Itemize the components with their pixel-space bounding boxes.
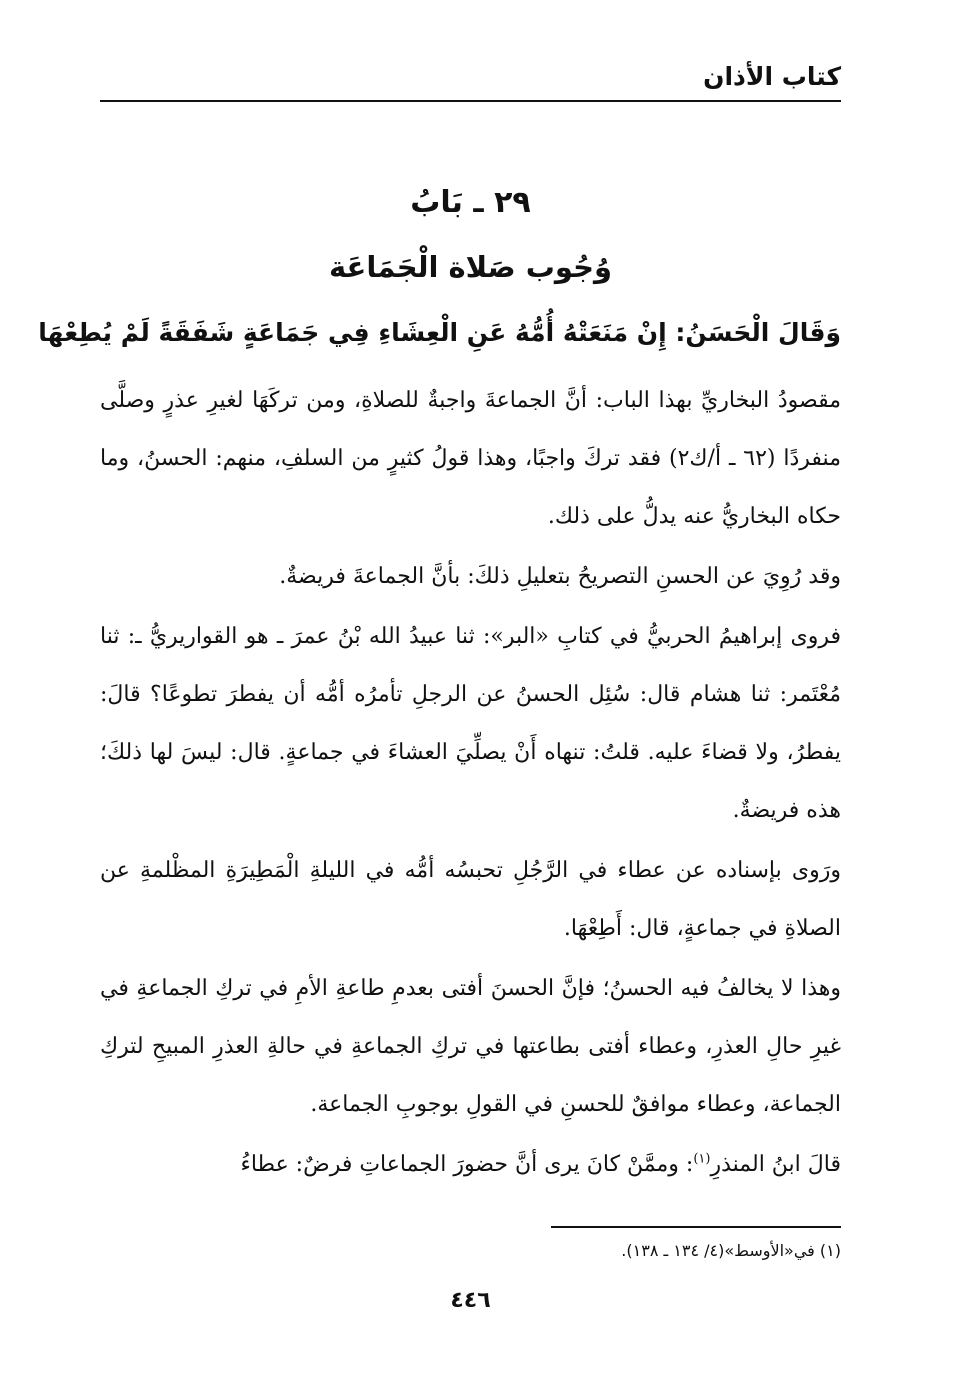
paragraph-3: فروى إبراهيمُ الحربيُّ في كتابِ «البر»: ثنا عبيدُ الله بْنُ عمرَ ـ هو القواريريُّ ـ: ثنا مُعْتَمر: ثنا هشام قال: سُئِل الحسنُ عن الرجلِ تأمرُه أمُّه أن يفطرَ تطوعًا؟ قالَ: يفطرُ، ولا قضاءَ عليه. قلتُ: تنهاه أَنْ يصلِّيَ العشاءَ في جماعةٍ. قال: ليسَ لها ذلكَ؛ هذه فريضةٌ. — [100, 624, 841, 823]
paragraph-2: وقد رُوِيَ عن الحسنِ التصريحُ بتعليلِ ذلكَ: بأنَّ الجماعةَ فريضةٌ. — [279, 564, 841, 589]
running-head-title: كتاب الأذان — [703, 62, 841, 91]
footnote: (١) في«الأوسط»(٤/ ١٣٤ ـ ١٣٨). — [621, 1241, 841, 1260]
chapter-quote: وَقَالَ الْحَسَنُ: إِنْ مَنَعَتْهُ أُمُّهُ عَنِ الْعِشَاءِ فِي جَمَاعَةٍ شَفَقَةً لَمْ يُطِعْهَا — [38, 318, 841, 347]
page-number: ٤٤٦ — [450, 1288, 491, 1313]
paragraph-6-start: قالَ ابنُ المنذرِ — [710, 1152, 841, 1177]
header-rule — [100, 100, 841, 102]
chapter-number: ٢٩ ـ بَابُ — [410, 185, 531, 220]
paragraph-6-end: : وممَّنْ كانَ يرى أنَّ حضورَ الجماعاتِ فرضٌ: عطاءُ — [240, 1152, 694, 1177]
paragraph-6 — [100, 1136, 841, 1194]
body-text — [100, 372, 841, 1194]
paragraph-1: مقصودُ البخاريِّ بهذا الباب: أنَّ الجماعةَ واجبةٌ للصلاةِ، ومن تركَهَا لغيرِ عذرٍ وصلَّى منفردًا (٦٢ ـ أ/ك٢) فقد تركَ واجبًا، وهذا قولُ كثيرٍ من السلفِ، منهم: الحسنُ، وما حكاه البخاريُّ عنه يدلُّ على ذلك. — [100, 388, 841, 529]
footnote-reference[interactable]: (١) — [693, 1151, 711, 1167]
footnote-rule — [551, 1226, 841, 1228]
chapter-title: وُجُوب صَلاة الْجَمَاعَة — [328, 250, 613, 284]
paragraph-5: وهذا لا يخالفُ فيه الحسنُ؛ فإنَّ الحسنَ أفتى بعدمِ طاعةِ الأمِ في تركِ الجماعةِ في غيرِ حالِ العذرِ، وعطاء أفتى بطاعتها في تركِ الجماعةِ في حالةِ العذرِ المبيحِ لتركِ الجماعة، وعطاء موافقٌ للحسنِ في القولِ بوجوبِ الجماعة. — [100, 976, 841, 1117]
paragraph-4: ورَوى بإسناده عن عطاء في الرَّجُلِ تحبسُه أمُّه في الليلةِ الْمَطِيرَةِ المظْلمةِ عن الصلاةِ في جماعةٍ، قال: أَطِعْهَا. — [100, 858, 841, 941]
